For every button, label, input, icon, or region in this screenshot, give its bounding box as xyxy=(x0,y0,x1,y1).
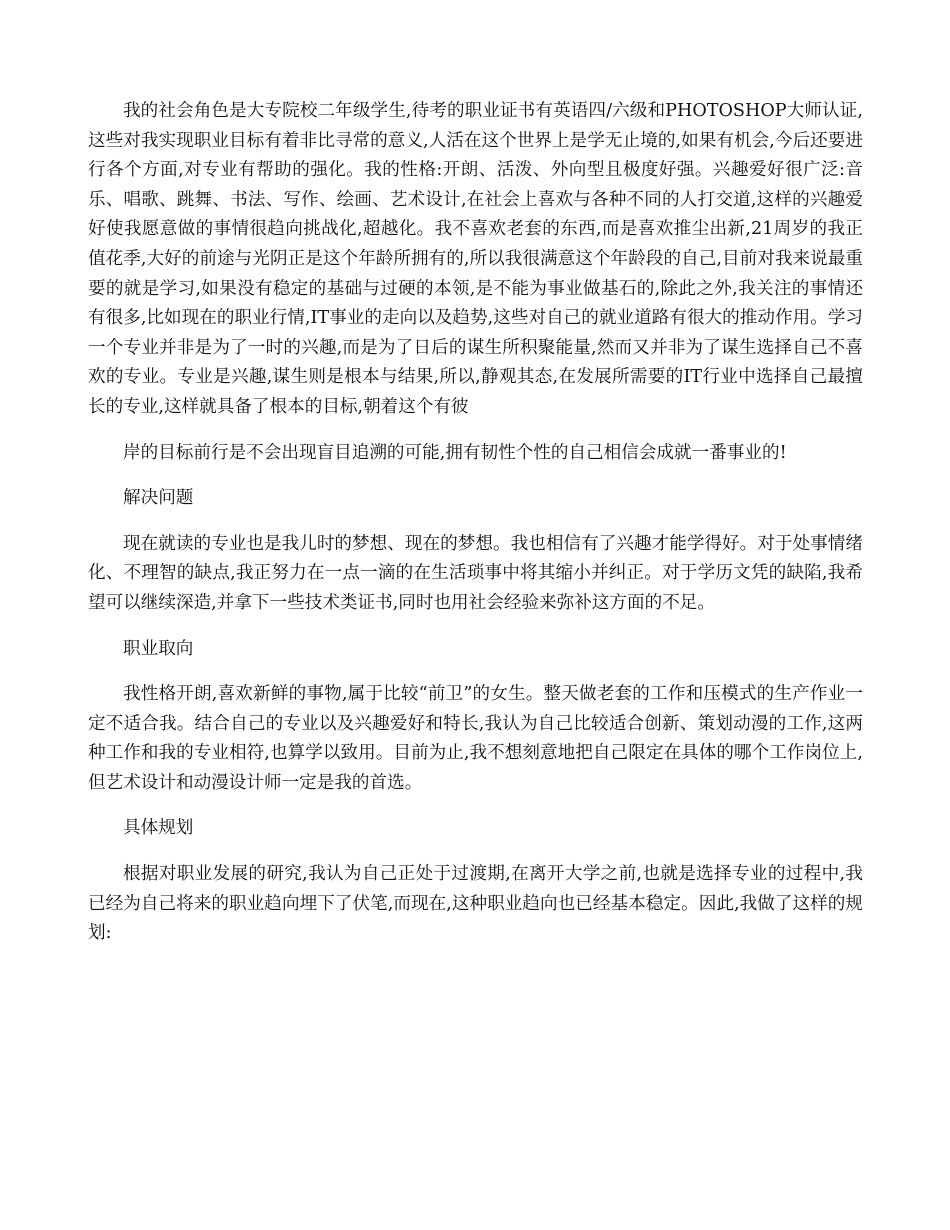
section-heading-solve-problems: 解决问题 xyxy=(123,488,194,509)
paragraph-social-role: 我的社会角色是大专院校二年级学生,待考的职业证书有英语四/六级和PHOTOSHOP大师认证,这些对我实现职业目标有着非比寻常的意义,人活在这个世界上是学无止境的,如果有机会,今后还要进行各个方面,对专业有帮助的强化。我的性格:开朗、活泼、外向型且极度好强。兴趣爱好很广泛:音乐、唱歌、跳舞、书法、写作、绘画、艺术设计,在社会上喜欢与各种不同的人打交道,这样的兴趣爱好使我愿意做的事情很趋向挑战化,超越化。我不喜欢老套的东西,而是喜欢推尘出新,21周岁的我正值花季,大好的前途与光阴正是这个年龄所拥有的,所以我很满意这个年龄段的自己,目前对我来说最重要的就是学习,如果没有稳定的基础与过硬的本领,是不能为事业做基石的,除此之外,我关注的事情还有很多,比如现在的职业行情,IT事业的走向以及趋势,这些对自己的就业道路有很大的推动作用。学习一个专业并非是为了一时的兴趣,而是为了日后的谋生所积聚能量,然而又并非为了谋生选择自己不喜欢的专业。专业是兴趣,谋生则是根本与结果,所以,静观其态,在发展所需要的IT行业中选择自己最擅长的专业,这样就具备了根本的目标,朝着这个有彼 xyxy=(88,101,863,417)
paragraph-specific-plan: 根据对职业发展的研究,我认为自己正处于过渡期,在离开大学之前,也就是选择专业的过程中,我已经为自己将来的职业趋向埋下了伏笔,而现在,这种职业趋向也已经基本稳定。因此,我做了这样的规划: xyxy=(88,864,863,944)
document-page xyxy=(88,97,863,965)
paragraph-goal-continuation: 岸的目标前行是不会出现盲目追溯的可能,拥有韧性个性的自己相信会成就一番事业的! xyxy=(123,442,787,463)
section-heading-career-orientation: 职业取向 xyxy=(123,638,194,659)
paragraph-career-orientation: 我性格开朗,喜欢新鲜的事物,属于比较“前卫”的女生。整天做老套的工作和压模式的生产作业一定不适合我。结合自己的专业以及兴趣爱好和特长,我认为自己比较适合创新、策划动漫的工作,这两种工作和我的专业相符,也算学以致用。目前为止,我不想刻意地把自己限定在具体的哪个工作岗位上,但艺术设计和动漫设计师一定是我的首选。 xyxy=(88,684,863,793)
paragraph-solve-problems: 现在就读的专业也是我儿时的梦想、现在的梦想。我也相信有了兴趣才能学得好。对于处事情绪化、不理智的缺点,我正努力在一点一滴的在生活琐事中将其缩小并纠正。对于学历文凭的缺陷,我希望可以继续深造,并拿下一些技术类证书,同时也用社会经验来弥补这方面的不足。 xyxy=(88,533,863,613)
section-heading-specific-plan: 具体规划 xyxy=(123,818,194,839)
